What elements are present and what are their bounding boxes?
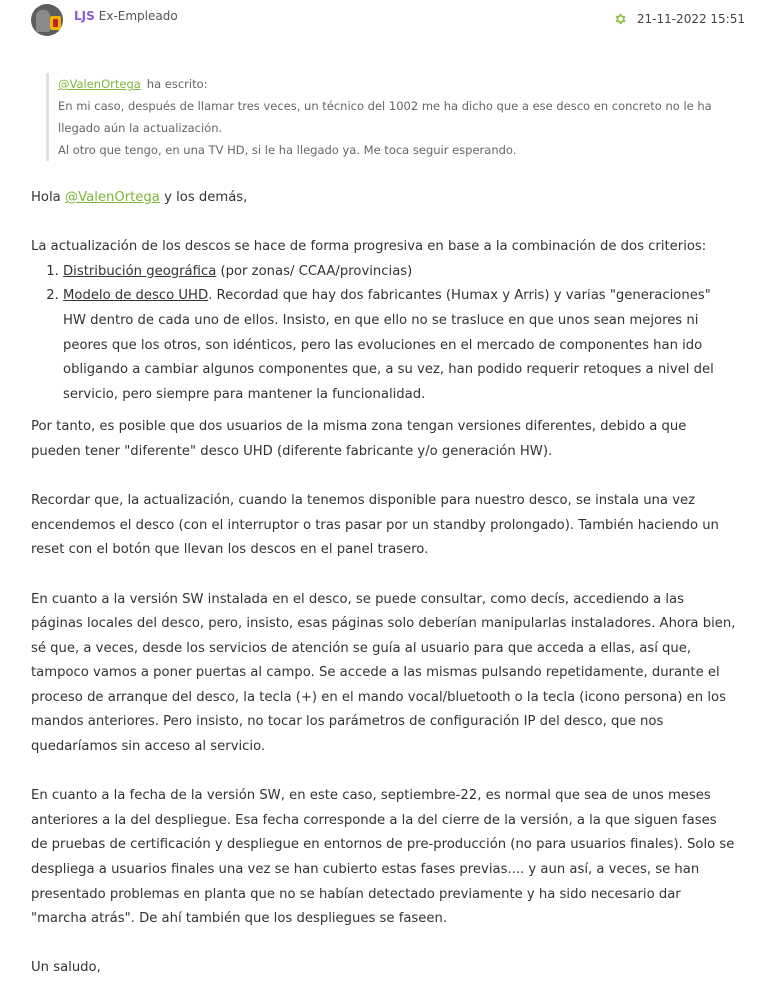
intro-text: La actualización de los descos se hace de forma progresiva en base a la combinación de dos criterios: [31,239,707,255]
quote-header [58,73,738,95]
criteria-list [31,260,736,408]
greeting-post: y los demás, [164,190,248,205]
greeting-pre: Hola [31,190,61,205]
post-timestamp: 21-11-2022 15:51 [636,12,745,26]
criterion-title: Distribución geográfica [63,263,217,279]
paragraph: En cuanto a la fecha de la versión SW, en este caso, septiembre-22, es normal que sea de unos meses anteriores a la del despliegue. Esa fecha corresponde a la del cierre de la versión, a la que siguen fases de pruebas de certificación y despliegue en entornos de pre-producción (no para usuarios finales). Solo se despliega a usuarios finales una vez se han cubierto estas fases previas.... y aun así, a veces, se han presentado problemas en planta que no se habían detectado previamente y ha sido necesario dar "marcha atrás". De ahí también que los despliegues se faseen. [31,788,735,927]
quote-line: Al otro que tengo, en una TV HD, si le ha llegado ya. Me toca seguir esperando. [58,143,517,157]
user-avatar[interactable] [31,4,63,36]
author-rank: Ex-Empleado [98,9,178,23]
post-body [31,186,736,981]
signoff: Un saludo, [31,960,101,976]
greeting [31,186,736,211]
paragraph: Recordar que, la actualización, cuando la tenemos disponible para nuestro desco, se instala una vez encendemos el desco (con el interruptor o tras pasar por un standby prolongado). También haciendo un reset con el botón que llevan los descos en el panel trasero. [31,493,719,558]
paragraph: Por tanto, es posible que dos usuarios de la misma zona tengan versiones diferentes, debido a que pueden tener "diferente" desco UHD (diferente fabricante y/o generación HW). [31,419,687,459]
criterion-text: (por zonas/ CCAA/provincias) [216,263,413,279]
criterion-title: Modelo de desco UHD [63,288,209,304]
list-item [63,284,736,407]
quote-mention-link[interactable]: @ValenOrtega [58,77,141,91]
quote-line: En mi caso, después de llamar tres veces, un técnico del 1002 me ha dicho que a ese desco en concreto no le ha llegado aún la actualización. [58,99,712,135]
gear-icon [613,12,627,26]
list-item [63,260,736,285]
post-meta [613,12,745,26]
quote-wrote: ha escrito: [146,77,208,91]
quoted-message [46,73,738,161]
mention-link[interactable]: @ValenOrtega [64,190,160,205]
author-name[interactable]: LJS [74,9,95,23]
rank-badge-icon [50,16,61,30]
criterion-text: . Recordad que hay dos fabricantes (Humax y Arris) y varias "generaciones" HW dentro de cada uno de ellos. Insisto, en que ello no se trasluce en que unos sean mejores ni peores que los otros, son idénticos, pero las evoluciones en el mercado de componentes han ido obligando a cambiar algunos componentes que, a su vez, han podido requerir retoques a nivel del servicio, pero siempre para mantener la funcionalidad. [63,288,714,402]
avatar-figure [36,10,50,32]
author-info [74,9,178,23]
paragraph: En cuanto a la versión SW instalada en el desco, se puede consultar, como decís, accediendo a las páginas locales del desco, pero, insisto, esas páginas solo deberían manipularlas instaladores. Ahora bien, sé que, a veces, desde los servicios de atención se guía al usuario para que acceda a ellas, así que, tampoco vamos a poner puertas al campo. Se accede a las mismas pulsando repetidamente, durante el proceso de arranque del desco, la tecla (+) en el mando vocal/bluetooth o la tecla (icono persona) en los mandos anteriores. Pero insisto, no tocar los parámetros de configuración IP del desco, que nos quedaríamos sin acceso al servicio. [31,591,736,755]
